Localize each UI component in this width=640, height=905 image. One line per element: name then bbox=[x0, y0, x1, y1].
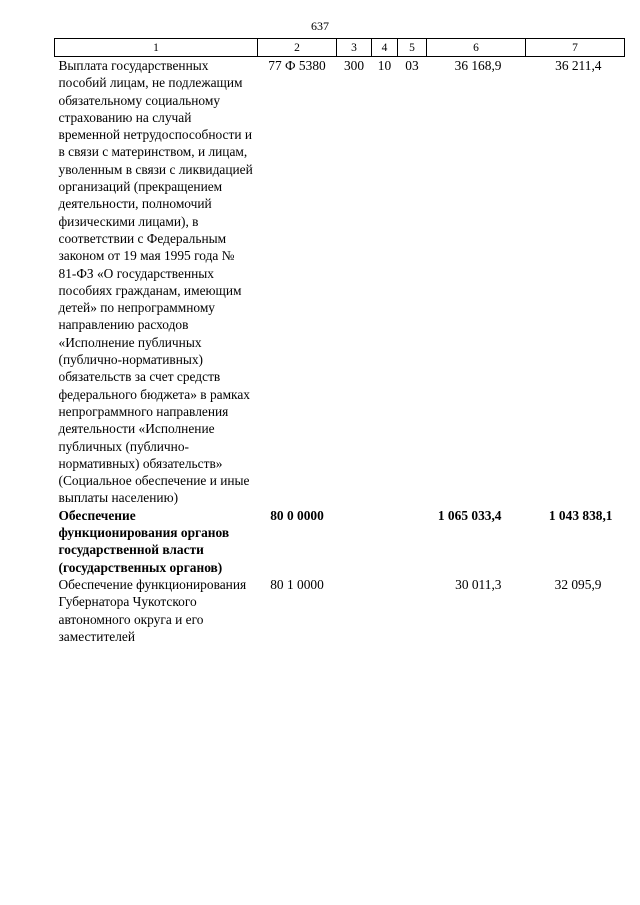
header-col-4: 4 bbox=[372, 39, 398, 57]
row-target-code: 80 1 0000 bbox=[270, 576, 324, 592]
row-name: Обеспечение функционирования Губернатора Чукотского автономного округа и его заместителей bbox=[58, 576, 247, 644]
budget-table bbox=[54, 38, 625, 645]
header-col-2: 2 bbox=[258, 39, 337, 57]
header-col-1: 1 bbox=[55, 39, 258, 57]
row-section bbox=[372, 507, 398, 576]
table-row bbox=[55, 576, 625, 645]
table-row bbox=[55, 57, 625, 507]
row-expense-type bbox=[337, 507, 372, 576]
row-target-code: 80 0 0000 bbox=[270, 507, 324, 523]
header-col-7: 7 bbox=[526, 39, 625, 57]
row-name: Выплата государственных пособий лицам, не подлежащим обязательному социальному страхованию на случай временной нетрудоспособности и в связи с материнством, и лицам, уволенным в связи с ликвидацией организаций (прекращением деятельности, полномочий физическими лицами), в соответствии с Федеральным законом от 19 мая 1995 года № 81-ФЗ «О государственных пособиях гражданам, имеющим детей» по непрограммному направлению расходов «Исполнение публичных (публично-нормативных) обязательств за счет средств федерального бюджета» в рамках непрограммного направления деятельности «Исполнение публичных (публично-нормативных) обязательств» (Социальное обеспечение и иные выплаты населению) bbox=[58, 58, 253, 506]
row-amount-col7: 36 211,4 bbox=[555, 58, 602, 73]
row-name: Обеспечение функционирования органов государственной власти (государственных органов) bbox=[58, 507, 230, 575]
header-col-6: 6 bbox=[427, 39, 526, 57]
row-section bbox=[372, 576, 398, 645]
header-row bbox=[55, 39, 625, 57]
row-expense-type: 300 bbox=[343, 58, 365, 73]
page-number: 637 bbox=[311, 19, 329, 33]
row-amount-col6: 36 168,9 bbox=[454, 58, 502, 73]
row-target-code: 77 Ф 5380 bbox=[268, 58, 326, 73]
row-amount-col7: 1 043 838,1 bbox=[548, 507, 613, 523]
row-subsection: 03 bbox=[405, 58, 419, 73]
table-row bbox=[55, 507, 625, 576]
row-amount-col6: 30 011,3 bbox=[455, 576, 502, 592]
row-amount-col6: 1 065 033,4 bbox=[437, 507, 502, 523]
row-section: 10 bbox=[377, 58, 392, 73]
header-col-3: 3 bbox=[337, 39, 372, 57]
row-expense-type bbox=[337, 576, 372, 645]
row-subsection bbox=[398, 576, 427, 645]
row-amount-col7: 32 095,9 bbox=[554, 576, 602, 592]
row-subsection bbox=[398, 507, 427, 576]
header-col-5: 5 bbox=[398, 39, 427, 57]
